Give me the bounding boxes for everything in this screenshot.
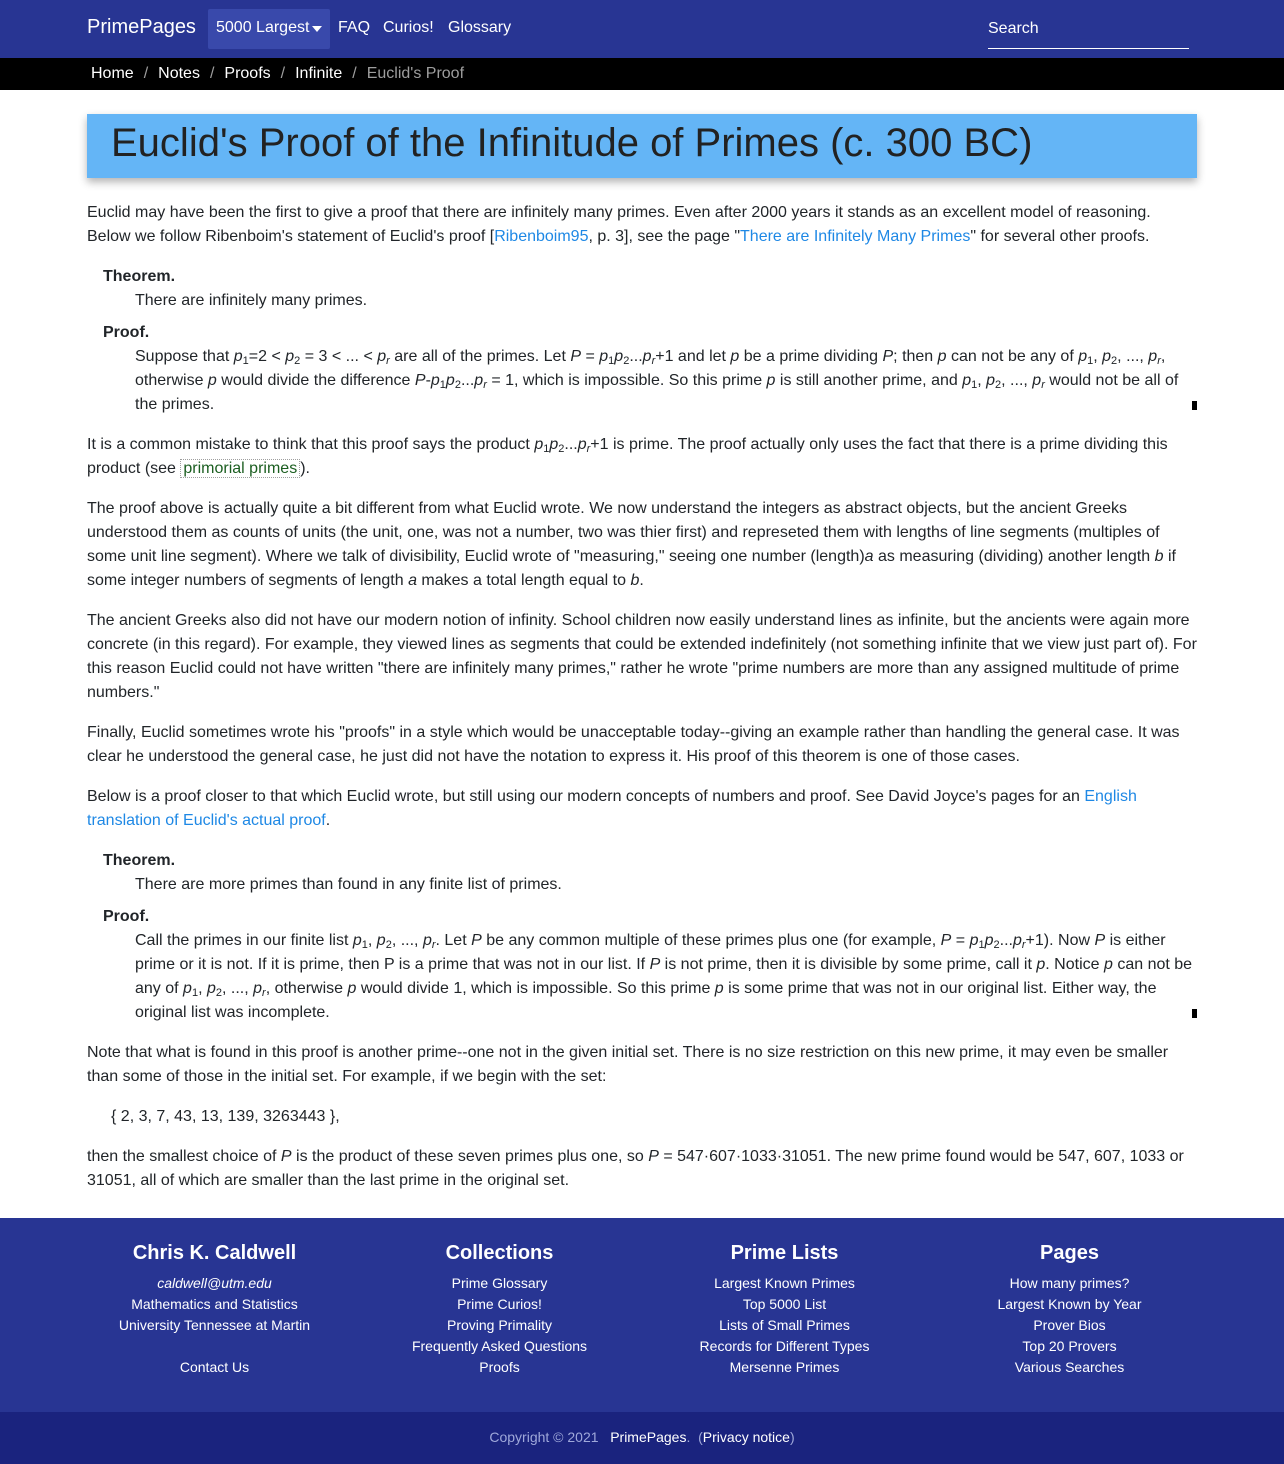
title-banner (87, 114, 1197, 178)
joyce-paragraph: Below is a proof closer to that which Euclid wrote, but still using our modern concepts of numbers and proof. See David Joyce's pages for an English translation of Euclid's actual proof. (87, 788, 1137, 829)
footer-col-prime-lists (642, 1242, 927, 1378)
copyright-text: Copyright © 2021 (489, 1429, 599, 1445)
qed-mark (1192, 1009, 1197, 1018)
footer-col-pages (927, 1242, 1212, 1378)
proof-label: Proof. (103, 324, 150, 341)
footer-link[interactable]: Prover Bios (1033, 1317, 1106, 1333)
theorem-statement: There are infinitely many primes. (135, 292, 368, 309)
intro-paragraph: Euclid may have been the first to give a proof that there are infinitely many primes. Even after 2000 years it stands as an excellent model of reasoning. Below we follow Ribenboim's statement of Euclid's proof [Ribenboim95, p. 3], see the page "There are Infinitely Many Primes" for several other proofs. (87, 204, 1151, 245)
breadcrumb-separator: / (209, 65, 215, 82)
breadcrumb-separator: / (143, 65, 149, 82)
search-input[interactable] (988, 20, 1189, 38)
footer-link[interactable]: How many primes? (1009, 1275, 1130, 1291)
largest-dropdown[interactable] (208, 9, 330, 49)
proof-text: Suppose that $p_1=2 < p_2 = 3$ < ... < $p_r$ are all of the primes. Let $P = p_1p_2...p_r+1$ and let p be a prime dividing P; then p can not be any of $p_1$, $p_2$, ..., $p_r$, otherwise p would divide the difference $P-p_1p_2...p_r = 1$, which is impossible. So this prime p is still another prime, and $p_1$, $p_2$, ..., $p_r$ would not be all of the primes. (135, 345, 1197, 417)
breadcrumb-separator: / (352, 65, 357, 82)
footer-heading: Prime Lists (730, 1242, 839, 1264)
breadcrumb (0, 58, 1284, 90)
note-paragraph: Note that what is found in this proof is another prime--one not in the given initial set. There is no size restriction on this new prime, it may even be smaller than some of those in the initial set. For example, if we begin with the set: (87, 1044, 1169, 1085)
footer-email-link[interactable]: caldwell@utm.edu (157, 1275, 272, 1291)
footer-link[interactable]: Top 5000 List (742, 1296, 827, 1312)
proof-text: Call the primes in our finite list $p_1$, $p_2$, ..., $p_r$. Let P be any common multiple of these primes plus one (for example, $P = p_1p_2...p_r+1$). Now P is either prime or it is not. If it is prime, then P is a prime that was not in our list. If P is not prime, then it is divisible by some prime, call it p. Notice p can not be any of $p_1$, $p_2$, ..., $p_r$, otherwise p would divide 1, which is impossible. So this prime p is some prime that was not in our original list. Either way, the original list was incomplete. (135, 929, 1197, 1025)
greeks-paragraph: The proof above is actually quite a bit different from what Euclid wrote. We now understand the integers as abstract objects, but the ancient Greeks understood them as counts of units (the unit, one, was not a number, two was thier first) and represeted them with lengths of line segments (multiples of some unit line segment). Where we talk of divisibility, Euclid wrote of "measuring," seeing one number (length)a as measuring (dividing) another length b if some integer numbers of segments of length a makes a total length equal to b. (87, 500, 1176, 589)
search-box (988, 20, 1189, 49)
footer-university: University Tennessee at Martin (118, 1317, 311, 1333)
footer-heading: Chris K. Caldwell (132, 1242, 297, 1264)
footer-heading: Pages (1040, 1242, 1099, 1264)
ribenboim-link[interactable]: Ribenboim95 (494, 228, 589, 245)
dropdown-label: 5000 Largest (216, 19, 310, 36)
footer-contact-link[interactable]: Contact Us (179, 1359, 250, 1375)
proof-label: Proof. (103, 908, 150, 925)
conclusion-paragraph: then the smallest choice of P is the product of these seven primes plus one, so P = 547·607·1033·31051. The new prime found would be 547, 607, 1033 or 31051, all of which are smaller than the last prime in the original set. (87, 1148, 1184, 1189)
infinitely-many-primes-link[interactable]: There are Infinitely Many Primes (740, 228, 971, 245)
footer-link[interactable]: Prime Curios! (457, 1296, 542, 1312)
footer-col-collections (357, 1242, 642, 1378)
top-navbar (0, 0, 1284, 58)
footer-link[interactable]: Largest Known by Year (997, 1296, 1142, 1312)
footer-link[interactable]: Records for Different Types (699, 1338, 870, 1354)
footer-col-author (72, 1242, 357, 1378)
caret-down-icon (312, 26, 322, 32)
footer-link[interactable]: Largest Known Primes (714, 1275, 855, 1291)
example-set: { 2, 3, 7, 43, 13, 139, 3263443 }, (111, 1108, 340, 1125)
primorial-primes-link[interactable]: primorial primes (180, 459, 300, 478)
footer-link[interactable]: Lists of Small Primes (719, 1317, 850, 1333)
theorem-block-1 (103, 265, 1197, 417)
theorem-label: Theorem. (103, 268, 176, 285)
breadcrumb-proofs[interactable]: Proofs (224, 65, 271, 82)
brand-link[interactable]: PrimePages (87, 16, 196, 38)
breadcrumb-home[interactable]: Home (91, 65, 134, 82)
english-translation-link[interactable]: English translation of Euclid's actual proof (87, 788, 1137, 829)
theorem-statement: There are more primes than found in any finite list of primes. (135, 876, 562, 893)
theorem-block-2 (103, 849, 1197, 1025)
mistake-paragraph: It is a common mistake to think that this proof says the product $p_1p_2...p_r+1$ is prime. The proof actually only uses the fact that there is a prime dividing this product (see primorial primes ). (87, 436, 1168, 477)
style-paragraph: Finally, Euclid sometimes wrote his "proofs" in a style which would be unacceptable today--giving an example rather than handling the general case. It was clear he understood the general case, he just did not have the notation to express it. His proof of this theorem is one of those cases. (87, 724, 1180, 765)
nav-link-curios[interactable]: Curios! (383, 19, 434, 36)
footer-spacer (72, 1336, 357, 1357)
site-link[interactable]: PrimePages (610, 1429, 687, 1445)
footer-link[interactable]: Mersenne Primes (729, 1359, 840, 1375)
breadcrumb-separator: / (280, 65, 286, 82)
copyright-bar: Copyright © 2021 PrimePages. (Privacy notice) (0, 1412, 1284, 1464)
infinity-paragraph: The ancient Greeks also did not have our modern notion of infinity. School children now easily understand lines as infinite, but the ancients were again more concrete (in this regard). For example, they viewed lines as segments that could be extended indefinitely (not something infinite that we view just part of). For this reason Euclid could not have written "there are infinitely many primes," rather he wrote "prime numbers are more than any assigned multitude of prime numbers." (87, 612, 1197, 701)
footer (0, 1218, 1284, 1412)
nav-link-faq[interactable]: FAQ (338, 19, 371, 36)
page-title: Euclid's Proof of the Infinitude of Primes (c. 300 BC) (111, 121, 1033, 165)
nav-link-glossary[interactable]: Glossary (448, 19, 512, 36)
breadcrumb-current: Euclid's Proof (366, 65, 465, 82)
qed-mark (1192, 401, 1197, 410)
footer-link[interactable]: Proofs (479, 1359, 520, 1375)
footer-link[interactable]: Frequently Asked Questions (411, 1338, 588, 1354)
footer-link[interactable]: Various Searches (1014, 1359, 1125, 1375)
footer-link[interactable]: Prime Glossary (451, 1275, 548, 1291)
breadcrumb-infinite[interactable]: Infinite (295, 65, 343, 82)
footer-dept: Mathematics and Statistics (131, 1296, 298, 1312)
theorem-label: Theorem. (103, 852, 176, 869)
main-content (87, 201, 1197, 1209)
footer-link[interactable]: Top 20 Provers (1022, 1338, 1117, 1354)
privacy-notice-link[interactable]: Privacy notice (702, 1429, 790, 1445)
footer-heading: Collections (445, 1242, 554, 1264)
breadcrumb-notes[interactable]: Notes (158, 65, 200, 82)
footer-link[interactable]: Proving Primality (446, 1317, 553, 1333)
